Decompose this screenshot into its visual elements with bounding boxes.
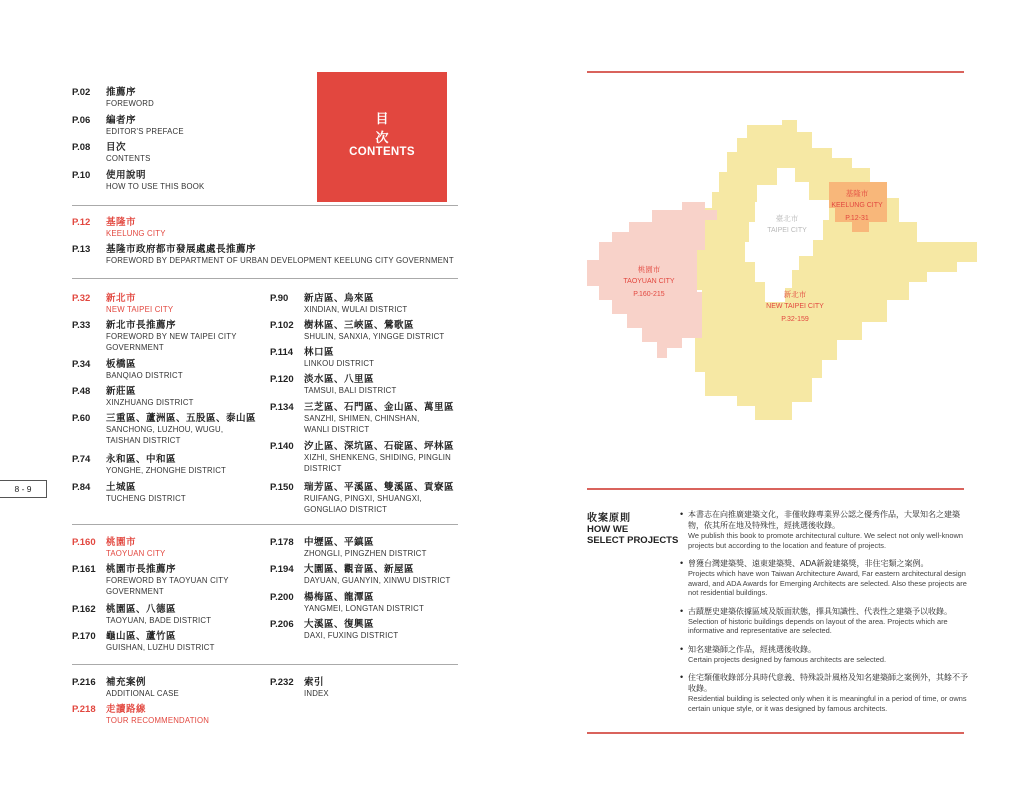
- toc-title-zh: 桃園區、八德區: [106, 604, 177, 615]
- toc-page-number: P.162: [72, 604, 96, 615]
- selection-heading: [587, 509, 682, 546]
- toc-title-en: DAYUAN, GUANYIN, XINWU DISTRICT: [304, 576, 451, 585]
- principle-en: Projects which have won Taiwan Architecture Award, Far eastern architectural design award, and ADA Awards for Emerging Architects are selected. Also these projects are not residential buildings.: [688, 569, 967, 597]
- toc-title-en: DAXI, FUXING DISTRICT: [304, 631, 399, 640]
- toc-page-number: P.02: [72, 87, 91, 98]
- principle-zh: 曾獲台灣建築獎、遠東建築獎、ADA新銳建築獎，非住宅類之案例。: [688, 559, 929, 568]
- toc-title-zh: 桃園市長推薦序: [106, 564, 177, 575]
- principle-en: We publish this book to promote architectural culture. We select not only well-known projects but according to the location and feature of projects.: [688, 531, 963, 550]
- map-label-keelung-en: KEELUNG CITY: [831, 202, 883, 209]
- toc-page-number: P.102: [270, 320, 294, 331]
- bullet-icon: •: [680, 605, 684, 616]
- principle-item: [680, 606, 968, 636]
- contents-box: [317, 72, 447, 202]
- toc-page-number: P.160: [72, 537, 96, 548]
- map-label-keelung-zh: 基隆市: [845, 189, 869, 198]
- page-number: 8 - 9: [0, 480, 47, 498]
- principle-zh: 古蹟歷史建築依據區域及版面狀態，擇具知識性、代表性之建築予以收錄。: [688, 606, 952, 616]
- bottom-rule: [587, 732, 964, 734]
- map-label-taoyuan-pages: P.160-215: [633, 291, 665, 298]
- toc-title-en: SHULIN, SANXIA, YINGGE DISTRICT: [304, 332, 445, 341]
- toc-page-number: P.32: [72, 293, 91, 304]
- toc-page-number: P.140: [270, 441, 294, 452]
- map-region-new-taipei[interactable]: [695, 120, 977, 420]
- principle-zh: 住宅類僅收錄部分具時代意義、特殊設計風格及知名建築師之案例外，其餘不予收錄。: [688, 673, 968, 693]
- toc-title-en: GUISHAN, LUZHU DISTRICT: [106, 643, 215, 652]
- bullet-icon: •: [680, 672, 684, 682]
- contents-title-en: CONTENTS: [349, 146, 415, 158]
- divider: [72, 664, 458, 665]
- toc-title-en: HOW TO USE THIS BOOK: [106, 182, 205, 191]
- toc-title-zh: 新北市: [106, 293, 137, 304]
- toc-title-en: XIZHI, SHENKENG, SHIDING, PINGLIN: [304, 453, 451, 462]
- toc-page-number: P.170: [72, 631, 96, 642]
- toc-page-number: P.150: [270, 482, 294, 493]
- toc-title-zh: 新北市長推薦序: [106, 320, 177, 331]
- toc-title-en: TAMSUI, BALI DISTRICT: [304, 386, 397, 395]
- selection-title-en-1: HOW WE: [587, 524, 629, 535]
- selection-title-zh: 收案原則: [587, 513, 631, 524]
- toc-title-zh: 三芝區、石門區、金山區、萬里區: [304, 402, 455, 413]
- toc-title-zh: 新莊區: [106, 386, 137, 397]
- toc-title-zh: 大園區、觀音區、新屋區: [304, 564, 415, 575]
- toc-title-zh: 基隆市政府都市發展處處長推薦序: [106, 244, 257, 255]
- toc-page-number: P.216: [72, 677, 96, 688]
- toc-title-en: TUCHENG DISTRICT: [106, 494, 186, 503]
- toc-page-number: P.84: [72, 482, 91, 493]
- toc-page-number: P.74: [72, 454, 91, 465]
- toc-title-en-line2: TAISHAN DISTRICT: [106, 436, 181, 445]
- toc-page-number: P.200: [270, 592, 294, 603]
- bullet-icon: •: [680, 509, 684, 519]
- toc-page-number: P.34: [72, 359, 91, 370]
- toc-page-number: P.10: [72, 170, 91, 181]
- divider: [72, 278, 458, 279]
- selection-title-en-2: SELECT PROJECTS: [587, 535, 679, 546]
- region-map: [587, 110, 987, 450]
- map-label-taoyuan-zh: 桃園市: [637, 265, 661, 274]
- contents-title-zh: 目次: [375, 111, 427, 145]
- mid-rule: [587, 488, 964, 490]
- toc-page-number: P.232: [270, 677, 294, 688]
- toc-title-zh: 林口區: [304, 347, 335, 358]
- toc-title-zh: 使用說明: [106, 170, 147, 181]
- toc-page-number: P.60: [72, 413, 91, 424]
- toc-title-en: YANGMEI, LONGTAN DISTRICT: [304, 604, 424, 613]
- map-label-new-taipei-en: NEW TAIPEI CITY: [766, 303, 824, 310]
- toc-title-en: ZHONGLI, PINGZHEN DISTRICT: [304, 549, 427, 558]
- toc-page-number: P.120: [270, 374, 294, 385]
- bullet-icon: •: [680, 643, 684, 654]
- divider: [72, 205, 458, 206]
- bullet-icon: •: [680, 558, 684, 568]
- toc-title-zh: 新店區、烏來區: [304, 293, 375, 304]
- toc-title-en-line2: GOVERNMENT: [106, 343, 164, 352]
- toc-title-zh: 桃園市: [106, 537, 137, 548]
- principle-item: [680, 644, 968, 665]
- toc-title-en: YONGHE, ZHONGHE DISTRICT: [106, 466, 227, 475]
- toc-title-zh: 龜山區、蘆竹區: [106, 631, 177, 642]
- principle-en: Selection of historic buildings depends on layout of the area. Projects which are informative and representative are selected.: [688, 616, 948, 635]
- toc-title-en: KEELUNG CITY: [106, 229, 166, 238]
- toc-title-zh: 瑞芳區、平溪區、雙溪區、貢寮區: [304, 482, 455, 493]
- toc-title-zh: 楊梅區、龍潭區: [304, 592, 375, 603]
- toc-page-number: P.33: [72, 320, 91, 331]
- map-label-new-taipei-zh: 新北市: [783, 290, 807, 299]
- toc-page-number: P.90: [270, 293, 289, 304]
- toc-title-zh: 大溪區、復興區: [304, 619, 375, 630]
- toc-title-en: ADDITIONAL CASE: [106, 689, 179, 698]
- toc-title-en: LINKOU DISTRICT: [304, 359, 375, 368]
- map-label-taipei-zh: 臺北市: [775, 214, 799, 223]
- toc-title-zh: 目次: [106, 142, 127, 153]
- toc-title-zh: 樹林區、三峽區、鶯歌區: [304, 320, 415, 331]
- toc-title-en: INDEX: [304, 689, 329, 698]
- toc-title-en: TAOYUAN CITY: [106, 549, 166, 558]
- toc-title-en: FOREWORD BY TAOYUAN CITY: [106, 576, 229, 585]
- toc-title-en: BANQIAO DISTRICT: [106, 371, 183, 380]
- toc-title-en: XINZHUANG DISTRICT: [106, 398, 194, 407]
- toc-page-number: P.114: [270, 347, 294, 358]
- toc-title-en: XINDIAN, WULAI DISTRICT: [304, 305, 408, 314]
- principle-zh: 本書志在向推廣建築文化，非僅收錄專業界公認之優秀作品，大眾知名之建築物，依其所在地及特殊性，經挑選後收錄。: [688, 510, 960, 530]
- principle-en: Certain projects designed by famous architects are selected.: [688, 654, 887, 664]
- toc-title-en: FOREWORD: [106, 99, 154, 108]
- toc-title-zh: 基隆市: [106, 217, 137, 228]
- toc-title-en: RUIFANG, PINGXI, SHUANGXI,: [304, 494, 422, 503]
- toc-title-en: EDITOR'S PREFACE: [106, 127, 184, 136]
- toc-page-number: P.12: [72, 217, 91, 228]
- toc-title-zh: 三重區、蘆洲區、五股區、泰山區: [106, 413, 257, 424]
- toc-page-number: P.161: [72, 564, 96, 575]
- toc-title-zh: 板橋區: [106, 359, 137, 370]
- toc-title-en-line2: GOVERNMENT: [106, 587, 164, 596]
- toc-page-number: P.13: [72, 244, 91, 255]
- toc-title-zh: 補充案例: [106, 677, 147, 688]
- principle-zh: 知名建築師之作品，經挑選後收錄。: [688, 644, 816, 654]
- principle-en: Residential building is selected only when it is meaningful in a period of time, or owns certain unique style, or it was designed by famous architects.: [688, 694, 967, 713]
- toc-title-zh: 編者序: [106, 115, 137, 126]
- toc-title-en: FOREWORD BY DEPARTMENT OF URBAN DEVELOPMENT KEELUNG CITY GOVERNMENT: [106, 256, 454, 265]
- principle-item: [680, 672, 968, 713]
- toc-title-en: TOUR RECOMMENDATION: [106, 716, 210, 725]
- toc-title-zh: 走讀路線: [106, 704, 147, 715]
- toc-page-number: P.218: [72, 704, 96, 715]
- toc-title-zh: 推薦序: [106, 87, 137, 98]
- map-label-keelung-pages: P.12-31: [845, 215, 869, 222]
- toc-page-number: P.48: [72, 386, 91, 397]
- map-label-taoyuan-en: TAOYUAN CITY: [623, 278, 675, 285]
- toc-page-number: P.178: [270, 537, 294, 548]
- toc-title-en: SANZHI, SHIMEN, CHINSHAN,: [304, 414, 420, 423]
- toc-title-zh: 淡水區、八里區: [304, 374, 375, 385]
- toc-page-number: P.08: [72, 142, 91, 153]
- toc-title-zh: 永和區、中和區: [106, 454, 177, 465]
- divider: [72, 524, 458, 525]
- toc-title-en: SANCHONG, LUZHOU, WUGU,: [106, 425, 224, 434]
- toc-title-zh: 中壢區、平鎮區: [304, 537, 375, 548]
- toc-title-zh: 汐止區、深坑區、石碇區、坪林區: [304, 441, 455, 452]
- toc-title-en: TAOYUAN, BADE DISTRICT: [106, 616, 212, 625]
- principle-item: [680, 558, 968, 598]
- toc-page-number: P.206: [270, 619, 294, 630]
- top-rule: [587, 71, 964, 73]
- toc-page-number: P.134: [270, 402, 294, 413]
- toc-page-number: P.194: [270, 564, 294, 575]
- toc-title-zh: 索引: [304, 677, 325, 688]
- toc-title-zh: 土城區: [106, 482, 137, 493]
- toc-title-en-line2: WANLI DISTRICT: [304, 425, 370, 434]
- toc-title-en: FOREWORD BY NEW TAIPEI CITY: [106, 332, 237, 341]
- toc-title-en: CONTENTS: [106, 154, 151, 163]
- toc-title-en-line2: GONGLIAO DISTRICT: [304, 505, 388, 514]
- toc-page-number: P.06: [72, 115, 91, 126]
- toc-title-en: NEW TAIPEI CITY: [106, 305, 174, 314]
- map-label-taipei-en: TAIPEI CITY: [767, 227, 807, 234]
- principle-item: [680, 509, 968, 550]
- map-label-new-taipei-pages: P.32-159: [781, 316, 809, 323]
- selection-principles: [680, 509, 968, 721]
- toc-title-en-line2: DISTRICT: [304, 464, 342, 473]
